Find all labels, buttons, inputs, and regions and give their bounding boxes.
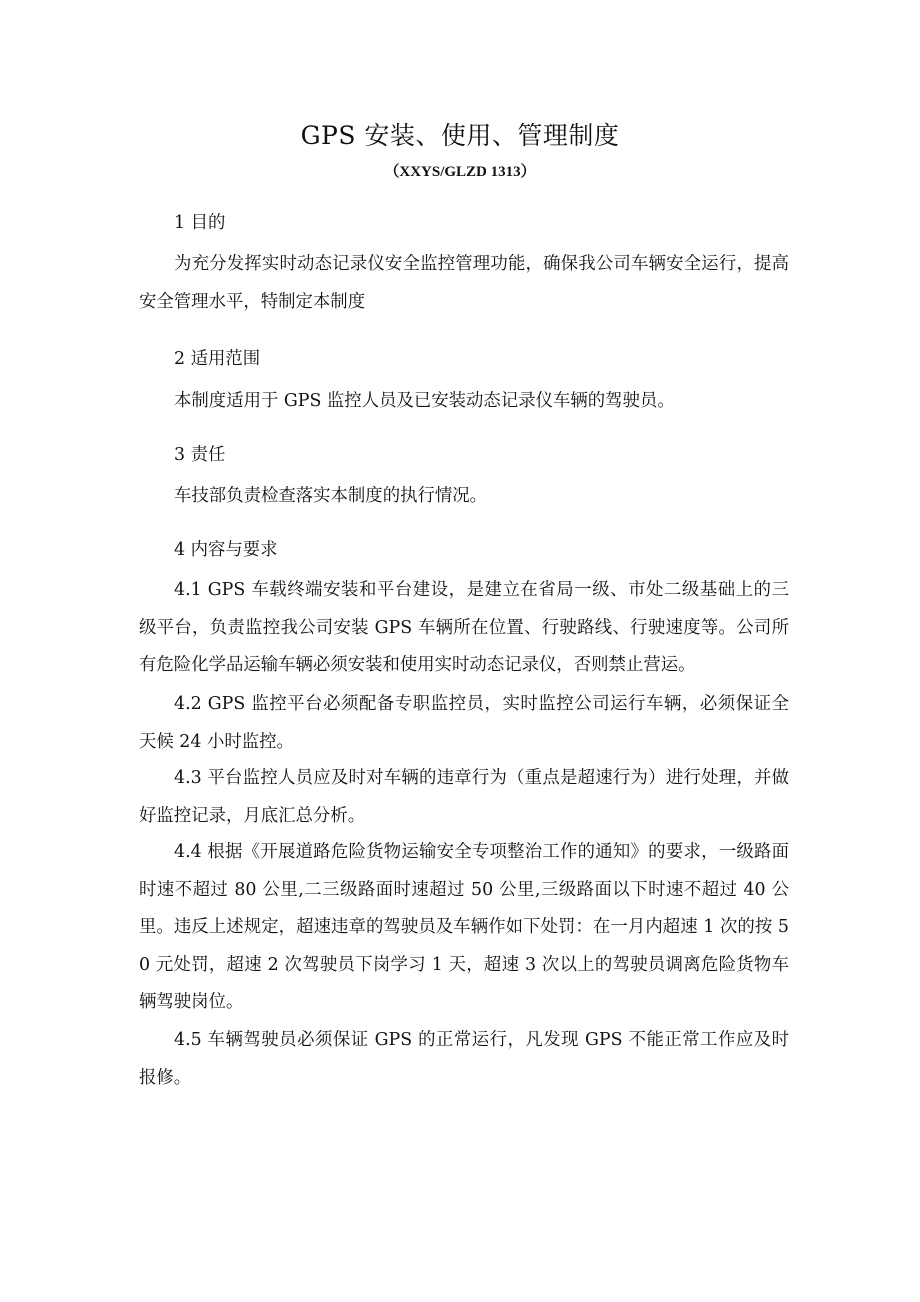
clause-4-1: 4.1 GPS 车载终端安装和平台建设，是建立在省局一级、市处二级基础上的三级平台，负责监控我公司安装 GPS 车辆所在位置、行驶路线、行驶速度等。公司所有危险化学品运输车辆必须安装和使用实时动态记录仪，否则禁止营运。	[139, 580, 789, 675]
section-heading-responsibility: 3 责任	[174, 445, 226, 465]
document-title: GPS 安装、使用、管理制度	[300, 121, 620, 150]
section-heading-purpose: 1 目的	[174, 213, 226, 233]
section-paragraph: 本制度适用于 GPS 监控人员及已安装动态记录仪车辆的驾驶员。	[174, 391, 675, 411]
clause-4-3: 4.3 平台监控人员应及时对车辆的违章行为（重点是超速行为）进行处理，并做好监控记录，月底汇总分析。	[139, 768, 789, 826]
section-heading-scope: 2 适用范围	[174, 349, 261, 369]
clause-4-4: 4.4 根据《开展道路危险货物运输安全专项整治工作的通知》的要求，一级路面时速不超过 80 公里,二三级路面时速超过 50 公里,三级路面以下时速不超过 40 公里。违反上述规定，超速违章的驾驶员及车辆作如下处罚：在一月内超速 1 次的按 50 元处罚，超速 2 次驾驶员下岗学习 1 天，超速 3 次以上的驾驶员调离危险货物车辆驾驶岗位。	[139, 842, 789, 1012]
section-paragraph: 车技部负责检查落实本制度的执行情况。	[174, 486, 488, 506]
document-code: （XXYS/GLZD 1313）	[384, 164, 536, 180]
section-heading-content: 4 内容与要求	[174, 540, 278, 560]
section-paragraph: 为充分发挥实时动态记录仪安全监控管理功能，确保我公司车辆安全运行，提高安全管理水平，特制定本制度	[139, 254, 789, 312]
clause-4-2: 4.2 GPS 监控平台必须配备专职监控员，实时监控公司运行车辆，必须保证全天候 24 小时监控。	[139, 694, 789, 752]
clause-4-5: 4.5 车辆驾驶员必须保证 GPS 的正常运行，凡发现 GPS 不能正常工作应及时报修。	[139, 1030, 789, 1088]
